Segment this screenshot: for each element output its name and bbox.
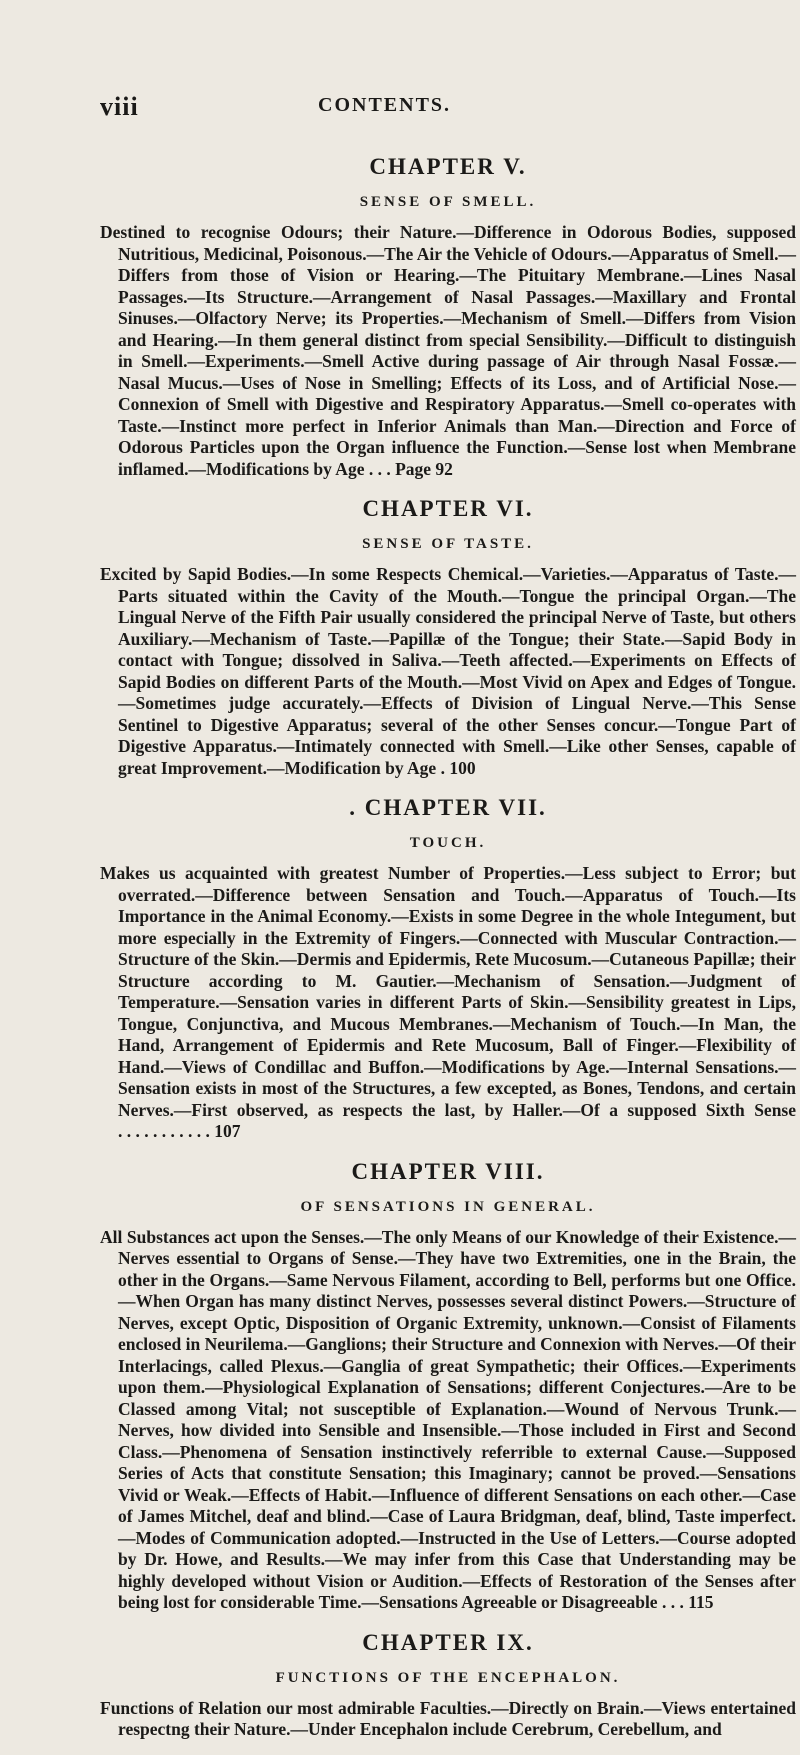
summary-text: Destined to recognise Odours; their Nature.—Difference in Odorous Bodies, supposed Nutritious, Medicinal, Poisonous.—The Air the Vehicle of Odours.—Apparatus of Smell.—Differs from those of Vision or Hearing.—The Pituitary Membrane.—Lines Nasal Passages.—Its Structure.—Arrangement of Nasal Passages.—Maxillary and Frontal Sinuses.—Olfactory Nerve; its Properties.—Mechanism of Smell.—Differs from Vision and Hearing.—In them general distinct from special Sensibility.—Difficult to distinguish in Smell.—Experiments.—Smell Active during passage of Air through Nasal Fossæ.—Nasal Mucus.—Uses of Nose in Smelling; Effects of its Loss, and of Artificial Nose.—Connexion of Smell with Digestive and Respiratory Apparatus.—Smell co-operates with Taste.—Instinct more perfect in Inferior Animals than Man.—Direction and Force of Odorous Particles upon the Organ influence the Function.—Sense lost when Membrane inflamed.—Modifications by Age bbox=[100, 222, 796, 479]
running-head: CONTENTS. bbox=[318, 94, 452, 116]
chapter-summary bbox=[100, 1698, 796, 1741]
page-reference: . . . Page 92 bbox=[368, 458, 453, 479]
summary-text: All Substances act upon the Senses.—The only Means of our Knowledge of their Existence.—Nerves essential to Organs of Sense.—They have two Extremities, one in the Brain, the other in the Organs.—Same Nervous Filament, according to Bell, performs but one Office.—When Organ has many distinct Nerves, possesses several distinct Powers.—Structure of Nerves, except Optic, Disposition of Organic Extremity, unknown.—Consist of Filaments enclosed in Neurilema.—Ganglions; their Structure and Connexion with Nerves.—Of their Interlacings, called Plexus.—Ganglia of great Sympathetic; their Offices.—Experiments upon them.—Physiological Explanation of Sensations; different Conjectures.—Are to be Classed among Vital; not susceptible of Explanation.—Wound of Nervous Trunk.—Nerves, how divided into Sensible and Insensible.—Those included in First and Second Class.—Phenomena of Sensation instinctively referrible to external Cause.—Supposed Series of Acts that constitute Sensation; this Imaginary; cannot be proved.—Sensations Vivid or Weak.—Effects of Habit.—Influence of different Sensations on each other.—Case of James Mitchel, deaf and blind.—Case of Laura Bridgman, deaf, blind, Taste imperfect.—Modes of Communication adopted.—Instructed in the Use of Letters.—Course adopted by Dr. Howe, and Results.—We may infer from this Case that Understanding may be highly developed without Vision or Audition.—Effects of Restoration of the Senses after being lost for considerable Time.—Sensations Agreeable or Disagreeable bbox=[100, 1226, 796, 1612]
chapter-summary bbox=[100, 1227, 796, 1614]
chapter-title: CHAPTER IX. bbox=[362, 1629, 534, 1655]
chapter-subtitle: OF SENSATIONS IN GENERAL. bbox=[300, 1198, 596, 1215]
chapter-section bbox=[100, 1157, 796, 1614]
chapter-summary bbox=[100, 564, 796, 779]
chapter-title: . CHAPTER VII. bbox=[349, 795, 547, 820]
chapter-title: CHAPTER V. bbox=[369, 154, 527, 179]
page-reference: . 100 bbox=[440, 757, 476, 778]
page-reference: . . . . . . . . . . . 107 bbox=[118, 1121, 241, 1141]
page-header bbox=[100, 92, 800, 132]
chapter-subtitle: FUNCTIONS OF THE ENCEPHALON. bbox=[275, 1669, 621, 1686]
chapter-subtitle: SENSE OF SMELL. bbox=[359, 194, 537, 210]
chapter-section bbox=[100, 152, 796, 480]
summary-text: Functions of Relation our most admirable Faculties.—Directly on Brain.—Views entertained respectng their Nature.—Under Encephalon include Cerebrum, Cerebellum, and bbox=[100, 1697, 796, 1739]
chapter-section bbox=[100, 1628, 796, 1741]
chapter-section bbox=[100, 793, 796, 1143]
chapter-subtitle: TOUCH. bbox=[409, 835, 487, 851]
contents-body bbox=[100, 152, 796, 1755]
summary-text: Excited by Sapid Bodies.—In some Respects Chemical.—Varieties.—Apparatus of Taste.—Parts situated within the Cavity of the Mouth.—Tongue the principal Organ.—The Lingual Nerve of the Fifth Pair usually considered the principal Nerve of Taste, but others Auxiliary.—Mechanism of Taste.—Papillæ of the Tongue; their State.—Sapid Body in contact with Tongue; dissolved in Saliva.—Teeth affected.—Experiments on Effects of Sapid Bodies on different Parts of the Mouth.—Most Vivid on Apex and Edges of Tongue.—Sometimes judge accurately.—Effects of Division of Lingual Nerve.—This Sense Sentinel to Digestive Apparatus; several of the other Senses concur.—Tongue Part of Digestive Apparatus.—Intimately connected with Smell.—Like other Senses, capable of great Improvement.—Modification by Age bbox=[100, 564, 796, 778]
chapter-title: CHAPTER VIII. bbox=[351, 1158, 545, 1184]
chapter-title: CHAPTER VI. bbox=[362, 496, 534, 521]
chapter-summary bbox=[100, 222, 796, 480]
chapter-subtitle: SENSE OF TASTE. bbox=[362, 536, 534, 552]
chapter-summary bbox=[100, 863, 796, 1143]
page-number: viii bbox=[100, 92, 139, 121]
chapter-section bbox=[100, 494, 796, 779]
summary-text: Makes us acquainted with greatest Number of Properties.—Less subject to Error; but overrated.—Difference between Sensation and Touch.—Apparatus of Touch.—Its Importance in the Animal Economy.—Exists in some Degree in the whole Integument, but more especially in the Extremity of Fingers.—Connected with Muscular Contraction.—Structure of the Skin.—Dermis and Epidermis, Rete Mucosum.—Cutaneous Papillæ; their Structure according to M. Gautier.—Mechanism of Sensation.—Judgment of Temperature.—Sensation varies in different Parts of Skin.—Sensibility greatest in Lips, Tongue, Conjunctiva, and Mucous Membranes.—Mechanism of Touch.—In Man, the Hand, Arrangement of Epidermis and Rete Mucosum, Ball of Finger.—Flexibility of Hand.—Views of Condillac and Buffon.—Modifications by Age.—Internal Sensations.—Sensation exists in most of the Structures, a few excepted, as Bones, Tendons, and certain Nerves.—First observed, as respects the last, by Haller.—Of a supposed Sixth Sense bbox=[100, 863, 796, 1120]
page-reference: . . . 115 bbox=[661, 1592, 714, 1612]
